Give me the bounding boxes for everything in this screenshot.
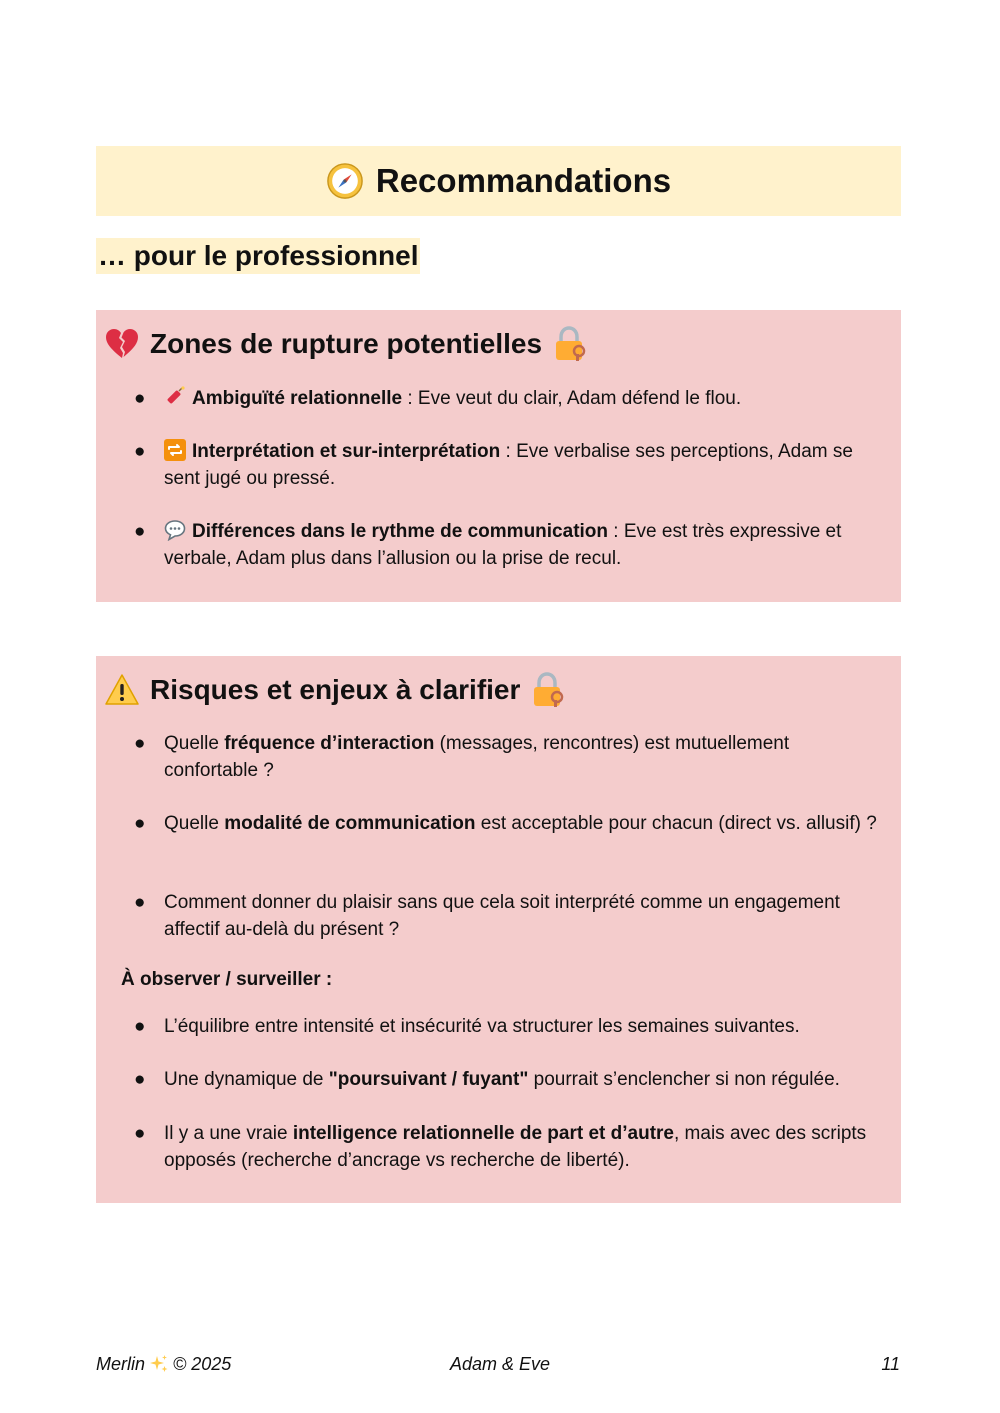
compass-icon [326, 162, 364, 200]
page-number: 11 [881, 1354, 900, 1374]
bullet: ● [134, 1069, 146, 1090]
item-text: Il y a une vraie [164, 1123, 293, 1144]
list-item [134, 890, 887, 943]
panel-title-risks [104, 672, 566, 708]
item-bold: "poursuivant / fuyant" [328, 1069, 529, 1090]
title-banner [96, 146, 901, 216]
item-text: pourrait s’enclencher si non régulée. [528, 1069, 840, 1090]
item-bold: modalité de communication [224, 813, 476, 834]
lock-key-icon [552, 326, 588, 362]
panel-risks [96, 656, 901, 1203]
list-item [134, 1121, 887, 1174]
sparkles-icon [149, 1354, 169, 1374]
footer-author-name: Merlin [96, 1354, 146, 1374]
broken-heart-icon [104, 326, 140, 362]
item-bold: fréquence d’interaction [224, 733, 435, 754]
item-text: , mais avec des scripts opposés (recherche d’ancrage vs recherche de liberté). [164, 1123, 867, 1171]
bullet: ● [134, 892, 146, 913]
item-text: Quelle [164, 733, 225, 754]
list-item [134, 731, 887, 784]
footer-copyright: © 2025 [173, 1354, 232, 1374]
bullet: ● [134, 521, 146, 542]
bullet: ● [134, 441, 146, 462]
list-item [134, 1014, 887, 1041]
panel-title-text: Zones de rupture potentielles [150, 328, 543, 359]
item-text: (messages, rencontres) est mutuellement confortable ? [164, 733, 790, 781]
list-item [134, 386, 887, 413]
bullet: ● [134, 1016, 146, 1037]
list-item [134, 519, 887, 572]
list-item [134, 811, 887, 838]
item-text: Comment donner du plaisir sans que cela soit interprété comme un engagement affectif au-delà du présent ? [164, 892, 840, 940]
panel-title-rupture [104, 326, 588, 362]
item-text: L’équilibre entre intensité et insécurité va structurer les semaines suivantes. [164, 1016, 800, 1037]
item-text: : Eve veut du clair, Adam défend le flou. [402, 388, 742, 409]
item-text: Quelle [164, 813, 225, 834]
bullet: ● [134, 733, 146, 754]
item-text: Une dynamique de [164, 1069, 329, 1090]
lock-key-icon [530, 672, 566, 708]
bullet: ● [134, 813, 146, 834]
item-bold: intelligence relationnelle de part et d’autre [292, 1123, 674, 1144]
panel-rupture-zones [96, 310, 901, 602]
observe-heading: À observer / surveiller : [121, 969, 333, 990]
item-text: : Eve est très expressive et verbale, Adam plus dans l’allusion ou la prise de recul. [164, 521, 842, 569]
footer-document-title: Adam & Eve [449, 1354, 551, 1374]
warning-icon [104, 672, 140, 708]
footer-author [96, 1352, 231, 1376]
repeat-icon [164, 439, 186, 461]
item-bold: Ambiguïté relationnelle [192, 388, 403, 409]
speech-bubble-icon [164, 519, 186, 541]
bullet: ● [134, 388, 146, 409]
item-text: est acceptable pour chacun (direct vs. allusif) ? [475, 813, 877, 834]
panel-title-text: Risques et enjeux à clarifier [150, 674, 521, 705]
item-bold: Interprétation et sur-interprétation [192, 441, 501, 462]
bullet: ● [134, 1123, 146, 1144]
item-bold: Différences dans le rythme de communication [192, 521, 609, 542]
page-title-text: Recommandations [375, 162, 672, 199]
item-text: : Eve verbalise ses perceptions, Adam se sent jugé ou pressé. [164, 441, 853, 489]
firecracker-icon [164, 386, 186, 408]
page-title [326, 162, 671, 200]
list-item [134, 1067, 887, 1094]
list-item [134, 439, 887, 492]
section-subtitle: … pour le professionnel [96, 238, 420, 274]
